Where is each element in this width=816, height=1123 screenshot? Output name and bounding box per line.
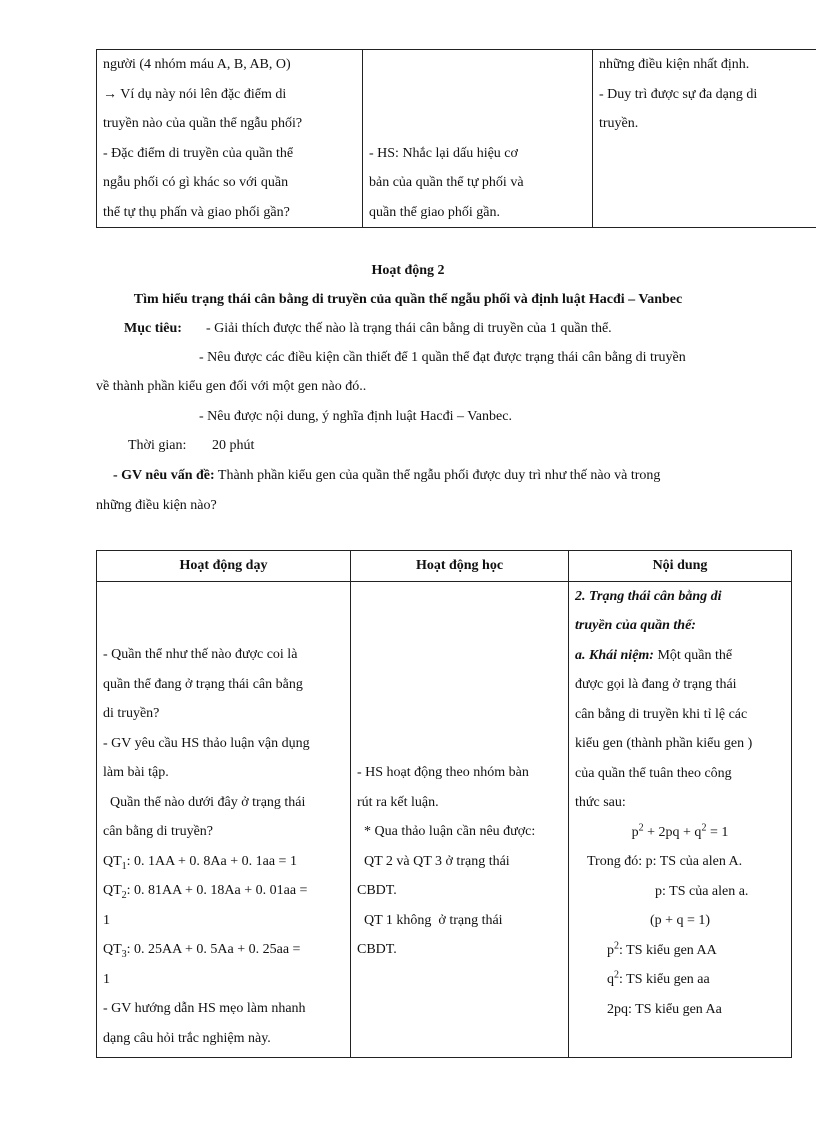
gv-problem-statement — [113, 461, 660, 491]
hardy-weinberg-formula: $p^2 + 2pq + q^2 = 1$ — [631, 821, 729, 840]
header-teaching: Hoạt động dạy — [97, 551, 351, 582]
text-line: rút ra kết luận. — [357, 794, 439, 810]
table-header-row — [97, 551, 792, 582]
activity-subtitle: Tìm hiểu trạng thái cân bằng di truyền của quần thể ngẫu phối và định luật Hacđi – Vanbec — [133, 292, 683, 307]
text-line: QT 2 và QT 3 ở trạng thái — [357, 853, 510, 869]
text-line: 2pq: TS kiểu gen Aa — [607, 1001, 722, 1017]
gv-text: Thành phần kiểu gen của quần thể ngẫu phối được duy trì như thế nào và trong — [214, 468, 661, 483]
gv-problem-statement-cont: những điều kiện nào? — [96, 498, 217, 513]
objective-1: - Giải thích được thế nào là trạng thái cân bằng di truyền của 1 quần thể. — [206, 321, 612, 336]
text-line: → Ví dụ này nói lên đặc điểm di — [103, 86, 287, 102]
student-activity-cell — [363, 50, 593, 228]
table-row — [97, 581, 792, 1058]
content-cell — [593, 50, 816, 228]
objective-2: - Nêu được các điều kiện cần thiết để 1 quần thể đạt được trạng thái cân bằng di truyền — [199, 350, 686, 365]
objective-2-cont: về thành phần kiểu gen đối với một gen nào đó.. — [96, 379, 367, 394]
continuation-table — [96, 49, 816, 228]
formula-qt3: $QT_3$: 0. 25AA + 0. 5Aa + 0. 25aa = — [103, 942, 301, 960]
time-value: 20 phút — [212, 438, 255, 453]
section-heading: truyền của quần thể: — [575, 618, 696, 633]
header-learning: Hoạt động học — [351, 551, 569, 582]
text-line: quần thể đang ở trạng thái cân bằng — [103, 676, 303, 692]
text-line: người (4 nhóm máu A, B, AB, O) — [103, 57, 291, 72]
text-line: truyền nào của quần thể ngẫu phối? — [103, 116, 303, 131]
activity-title: Hoạt động 2 — [371, 263, 445, 278]
text-line: CBDT. — [357, 883, 397, 898]
text-line: 1 — [103, 971, 110, 987]
text-line: được gọi là đang ở trạng thái — [575, 677, 737, 692]
text-line: Trong đó: p: TS của alen A. — [587, 854, 743, 869]
gv-label: - GV nêu vấn đề: — [113, 468, 215, 483]
text-line: làm bài tập. — [103, 765, 169, 780]
text-line: - GV yêu cầu HS thảo luận vận dụng — [103, 735, 310, 751]
text-line: - Duy trì được sự đa dạng di — [599, 86, 758, 102]
formula-qt1: $QT_1$: 0. 1AA + 0. 8Aa + 0. 1aa = 1 — [103, 853, 297, 872]
formula-qt2: $QT_2$: 0. 81AA + 0. 18Aa + 0. 01aa = — [103, 883, 308, 901]
text-line: $p^2$: TS kiểu gen AA — [607, 939, 717, 958]
definition-line: a. Khái niệm: Một quần thể — [575, 647, 733, 663]
text-line: - HS hoạt động theo nhóm bàn — [357, 765, 529, 780]
text-line: - Đặc điểm di truyền của quần thể — [103, 145, 294, 161]
text-line: p: TS của alen a. — [655, 883, 749, 899]
text-line: những điều kiện nhất định. — [599, 57, 750, 72]
teaching-cell — [97, 581, 351, 1058]
text-line: quần thể giao phối gần. — [369, 204, 501, 220]
text-line: ngẫu phối có gì khác so với quần — [103, 175, 289, 190]
text-line: - GV hướng dẫn HS mẹo làm nhanh — [103, 1001, 306, 1016]
content-cell — [569, 581, 792, 1058]
text-line: $q^2$: TS kiểu gen aa — [607, 969, 710, 987]
text-line: CBDT. — [357, 942, 397, 957]
text-line: của quần thể tuân theo công — [575, 765, 732, 781]
learning-cell — [351, 581, 569, 1058]
text-line: cân bằng di truyền khi tỉ lệ các — [575, 706, 748, 722]
text-line: cân bằng di truyền? — [103, 824, 214, 839]
text-line: dạng câu hỏi trắc nghiệm này. — [103, 1030, 271, 1046]
activity-table — [96, 550, 792, 1058]
time-label: Thời gian: — [128, 438, 187, 453]
objective-label: Mục tiêu: — [124, 321, 182, 336]
header-content: Nội dung — [569, 551, 792, 582]
text-line: QT 1 không ở trạng thái — [357, 912, 503, 928]
text-line: thức sau: — [575, 795, 626, 810]
section-heading: 2. Trạng thái cân bằng di — [575, 588, 722, 604]
text-line: di truyền? — [103, 706, 160, 721]
table-row — [97, 50, 816, 228]
text-line: (p + q = 1) — [649, 913, 711, 928]
text-line: - Quần thể như thế nào được coi là — [103, 647, 298, 662]
text-line: truyền. — [599, 116, 639, 131]
text-line: - HS: Nhắc lại dấu hiệu cơ — [369, 145, 518, 161]
teacher-activity-cell — [97, 50, 363, 228]
text-line: kiểu gen (thành phần kiểu gen ) — [575, 736, 753, 751]
text-line: Quần thể nào dưới đây ở trạng thái — [103, 794, 306, 810]
text-line: thể tự thụ phấn và giao phối gần? — [103, 204, 290, 220]
text-line: 1 — [103, 912, 110, 928]
text-line: * Qua thảo luận cần nêu được: — [357, 824, 536, 839]
objective-3: - Nêu được nội dung, ý nghĩa định luật Hacđi – Vanbec. — [199, 409, 512, 424]
text-line: bản của quần thể tự phối và — [369, 175, 524, 190]
